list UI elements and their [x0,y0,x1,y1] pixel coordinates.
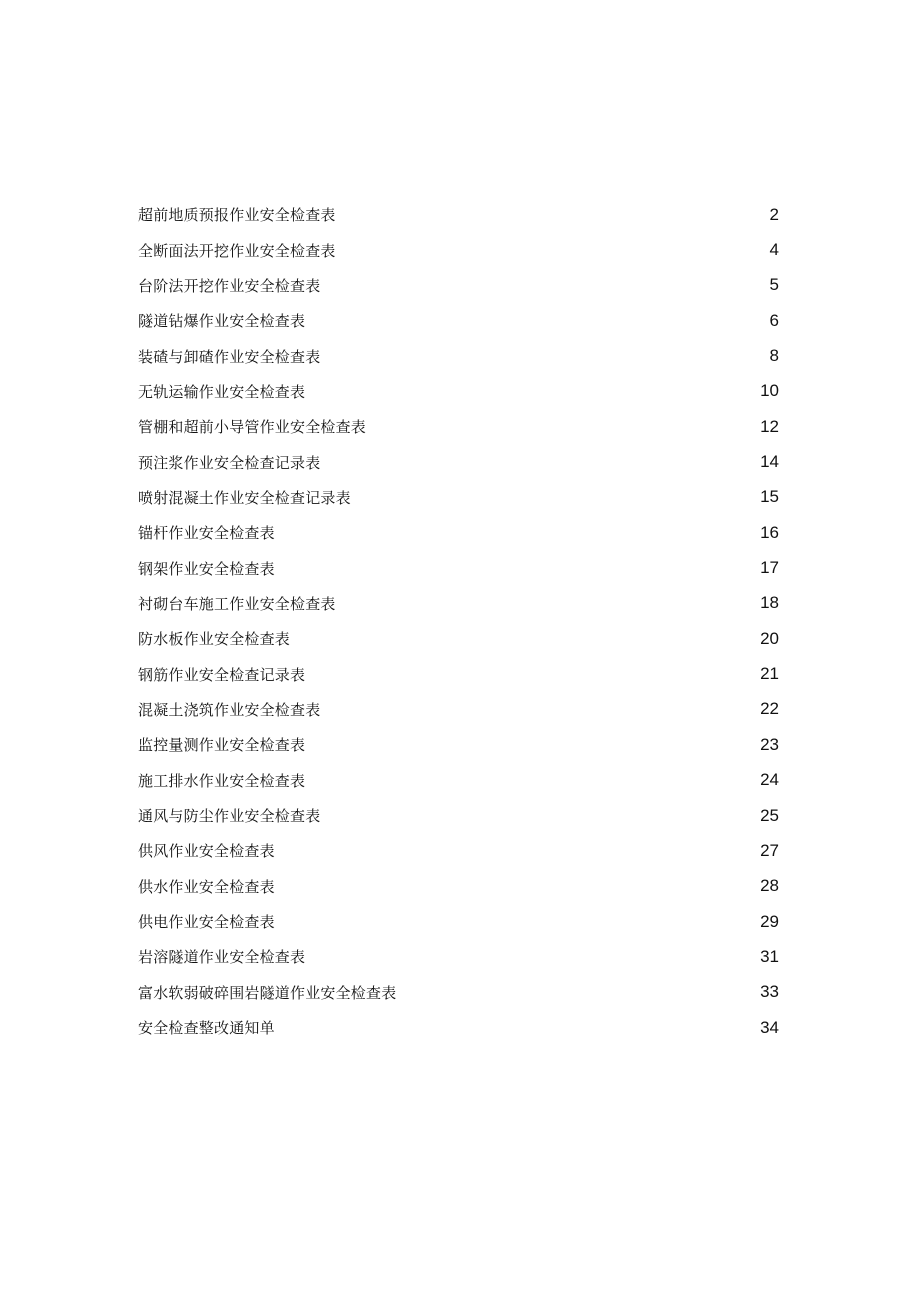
toc-entry-title: 安全检查整改通知单 [138,1019,275,1038]
toc-entry[interactable] [138,444,779,479]
toc-entry-page: 4 [769,240,779,260]
toc-entry-page: 28 [760,876,779,896]
toc-entry[interactable] [138,727,779,762]
toc-entry[interactable] [138,480,779,515]
toc-entry-title: 装碴与卸碴作业安全检查表 [138,347,321,366]
toc-entry[interactable] [138,586,779,621]
toc-entry-page: 29 [760,911,779,931]
toc-entry-title: 混凝土浇筑作业安全检查表 [138,700,321,719]
toc-entry-title: 富水软弱破碎围岩隧道作业安全检查表 [138,983,397,1002]
toc-entry-page: 10 [760,381,779,401]
toc-entry[interactable] [138,833,779,868]
toc-entry[interactable] [138,621,779,656]
toc-entry[interactable] [138,798,779,833]
toc-entry-title: 钢筋作业安全检查记录表 [138,665,306,684]
toc-entry-title: 全断面法开挖作业安全检查表 [138,241,336,260]
toc-entry[interactable] [138,1010,779,1045]
toc-entry-title: 管棚和超前小导管作业安全检查表 [138,418,367,437]
toc-entry-page: 22 [760,699,779,719]
toc-entry-page: 12 [760,416,779,436]
toc-entry-page: 23 [760,734,779,754]
toc-entry[interactable] [138,409,779,444]
toc-entry-title: 预注浆作业安全检查记录表 [138,453,321,472]
toc-entry-page: 15 [760,487,779,507]
toc-entry-page: 17 [760,558,779,578]
toc-entry-page: 31 [760,946,779,966]
toc-entry-page: 14 [760,452,779,472]
toc-entry[interactable] [138,303,779,338]
toc-entry[interactable] [138,763,779,798]
toc-entry[interactable] [138,550,779,585]
toc-entry-title: 隧道钻爆作业安全检查表 [138,312,306,331]
toc-entry-title: 供电作业安全检查表 [138,913,275,932]
table-of-contents [138,197,779,1045]
toc-entry-title: 供风作业安全检查表 [138,842,275,861]
toc-entry-title: 台阶法开挖作业安全检查表 [138,276,321,295]
toc-entry-title: 衬砌台车施工作业安全检查表 [138,594,336,613]
toc-entry[interactable] [138,939,779,974]
toc-entry[interactable] [138,232,779,267]
toc-entry-page: 8 [769,346,779,366]
toc-entry[interactable] [138,904,779,939]
toc-entry-page: 24 [760,770,779,790]
toc-entry[interactable] [138,374,779,409]
toc-entry[interactable] [138,869,779,904]
toc-entry-title: 防水板作业安全检查表 [138,630,291,649]
toc-entry-page: 21 [760,664,779,684]
toc-entry[interactable] [138,197,779,232]
toc-entry-title: 监控量测作业安全检查表 [138,736,306,755]
toc-entry[interactable] [138,692,779,727]
toc-entry-page: 2 [769,204,779,224]
toc-entry-page: 27 [760,840,779,860]
toc-entry-page: 25 [760,805,779,825]
toc-entry[interactable] [138,268,779,303]
toc-entry-page: 33 [760,982,779,1002]
toc-entry-title: 无轨运输作业安全检查表 [138,382,306,401]
toc-entry[interactable] [138,656,779,691]
toc-entry-title: 通风与防尘作业安全检查表 [138,807,321,826]
toc-entry-page: 34 [760,1017,779,1037]
toc-entry-page: 18 [760,593,779,613]
toc-entry-title: 供水作业安全检查表 [138,877,275,896]
toc-entry[interactable] [138,338,779,373]
toc-entry[interactable] [138,975,779,1010]
toc-entry-page: 5 [769,275,779,295]
toc-entry-title: 施工排水作业安全检查表 [138,771,306,790]
toc-entry-title: 超前地质预报作业安全检查表 [138,206,336,225]
toc-entry[interactable] [138,515,779,550]
toc-entry-page: 16 [760,522,779,542]
toc-entry-title: 喷射混凝土作业安全检查记录表 [138,488,351,507]
toc-entry-page: 20 [760,628,779,648]
toc-entry-title: 锚杆作业安全检查表 [138,524,275,543]
toc-entry-page: 6 [769,310,779,330]
toc-entry-title: 岩溶隧道作业安全检查表 [138,948,306,967]
toc-entry-title: 钢架作业安全检查表 [138,559,275,578]
